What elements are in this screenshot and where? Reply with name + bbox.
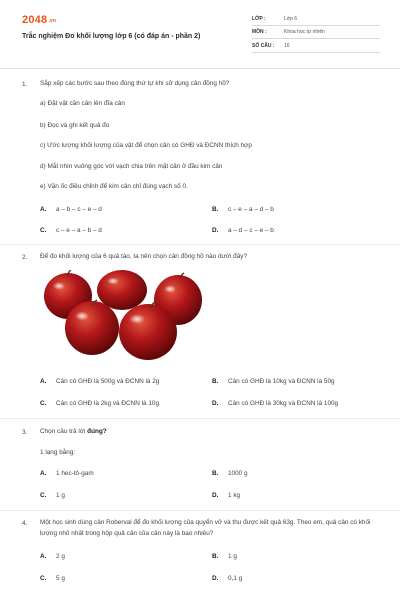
option-key: D. — [212, 492, 219, 499]
question-divider — [0, 418, 400, 419]
option-text: 1000 g — [228, 470, 248, 477]
header-divider — [0, 68, 400, 69]
option-key: B. — [212, 378, 219, 385]
document-title: Trắc nghiệm Đo khối lượng lớp 6 (có đáp án - phần 2) — [22, 33, 201, 40]
meta-row-count — [252, 39, 380, 53]
question-text: Một học sinh dùng cân Roberval để đo khối lượng của quyển vở và thu được kết quả 63g. Theo em, quả cân có khối lượng nhỏ nhất trong hộp quả cân của cân này là bao nhiêu? — [40, 519, 371, 537]
option-text: Cân có GHĐ là 30kg và ĐCNN là 100g — [228, 400, 339, 407]
meta-value: Khoa học tự nhiên — [284, 29, 325, 35]
meta-row-subject — [252, 26, 380, 40]
step-item: b) Đọc và ghi kết quả đo — [40, 122, 110, 129]
option-key: B. — [212, 553, 219, 560]
step-item: d) Mắt nhìn vuông góc với vạch chia trên mặt cân ở đầu kim cân — [40, 163, 223, 170]
step-item: a) Đặt vật cần cân lên đĩa cân — [40, 100, 125, 107]
option-key: C. — [40, 492, 47, 499]
option-key: A. — [40, 470, 47, 477]
option-text: 1 kg — [228, 492, 241, 499]
option-text: 1 hec-tô-gam — [56, 470, 94, 477]
meta-row-class — [252, 12, 380, 26]
apples-image — [40, 270, 206, 366]
meta-key: MÔN : — [252, 29, 267, 35]
option-key: B. — [212, 206, 219, 213]
answer-option[interactable] — [212, 400, 338, 407]
question-text: Để đo khối lượng của 6 quả táo, ta nên chọn cân đồng hồ nào dưới đây? — [40, 253, 248, 260]
answer-option[interactable] — [40, 492, 65, 499]
question-subtext: 1 lạng bằng: — [40, 449, 76, 456]
option-text: Cân có GHĐ là 10kg và ĐCNN là 50g — [228, 378, 335, 385]
question-number: 1. — [22, 81, 28, 88]
option-text: 1 g — [56, 492, 65, 499]
question-number: 4. — [22, 520, 28, 527]
meta-value: 16 — [284, 42, 290, 49]
option-text: 2 g — [56, 553, 65, 560]
question-number: 2. — [22, 254, 28, 261]
option-key: C. — [40, 575, 47, 582]
step-item: c) Ước lượng khối lượng của vật để chọn cân có GHĐ và ĐCNN thích hợp — [40, 142, 252, 149]
answer-option[interactable] — [40, 575, 65, 582]
option-key: C. — [40, 400, 47, 407]
meta-table — [252, 12, 380, 53]
apple — [97, 270, 147, 310]
site-logo[interactable]: 2048.vn — [22, 14, 57, 26]
option-key: D. — [212, 575, 219, 582]
answer-option[interactable] — [212, 553, 237, 560]
meta-key: LỚP : — [252, 15, 266, 22]
answer-option[interactable] — [212, 206, 274, 213]
answer-option[interactable] — [40, 227, 102, 234]
meta-key: SỐ CÂU : — [252, 42, 275, 49]
option-key: D. — [212, 400, 219, 407]
answer-option[interactable] — [40, 206, 102, 213]
meta-value: Lớp 6 — [284, 15, 298, 22]
option-key: A. — [40, 206, 47, 213]
answer-option[interactable] — [40, 470, 94, 477]
option-text: c – e – a – b – d — [56, 227, 102, 234]
option-text: 0,1 g — [228, 575, 243, 582]
option-text: Cân có GHĐ là 2kg và ĐCNN là 10g — [56, 400, 160, 407]
answer-option[interactable] — [212, 575, 242, 582]
document-header — [0, 0, 400, 62]
option-key: C. — [40, 227, 47, 234]
answer-option[interactable] — [40, 553, 65, 560]
question-text: Chọn câu trả lời đúng? — [40, 428, 107, 435]
question-divider — [0, 244, 400, 245]
question-text: Sắp xếp các bước sau theo đúng thứ tự khi sử dụng cân đồng hồ? — [40, 80, 230, 87]
answer-option[interactable] — [212, 227, 274, 234]
option-key: A. — [40, 553, 47, 560]
option-text: c – e – a – d – b — [228, 206, 274, 213]
question-divider — [0, 510, 400, 511]
option-text: Cân có GHĐ là 500g và ĐCNN là 2g — [56, 378, 160, 385]
question-number: 3. — [22, 429, 28, 436]
answer-option[interactable] — [40, 400, 159, 407]
answer-option[interactable] — [212, 492, 240, 499]
option-key: B. — [212, 470, 219, 477]
option-key: D. — [212, 227, 219, 234]
option-text: 5 g — [56, 575, 65, 582]
step-item: e) Vặn ốc điều chỉnh để kim cân chỉ đúng vạch số 0. — [40, 183, 188, 190]
option-text: a – d – c – e – b — [228, 227, 274, 234]
answer-option[interactable] — [212, 378, 335, 385]
option-text: a – b – c – e – d — [56, 206, 102, 213]
option-key: A. — [40, 378, 47, 385]
answer-option[interactable] — [212, 470, 248, 477]
option-text: 1 g — [228, 553, 237, 560]
answer-option[interactable] — [40, 378, 159, 385]
